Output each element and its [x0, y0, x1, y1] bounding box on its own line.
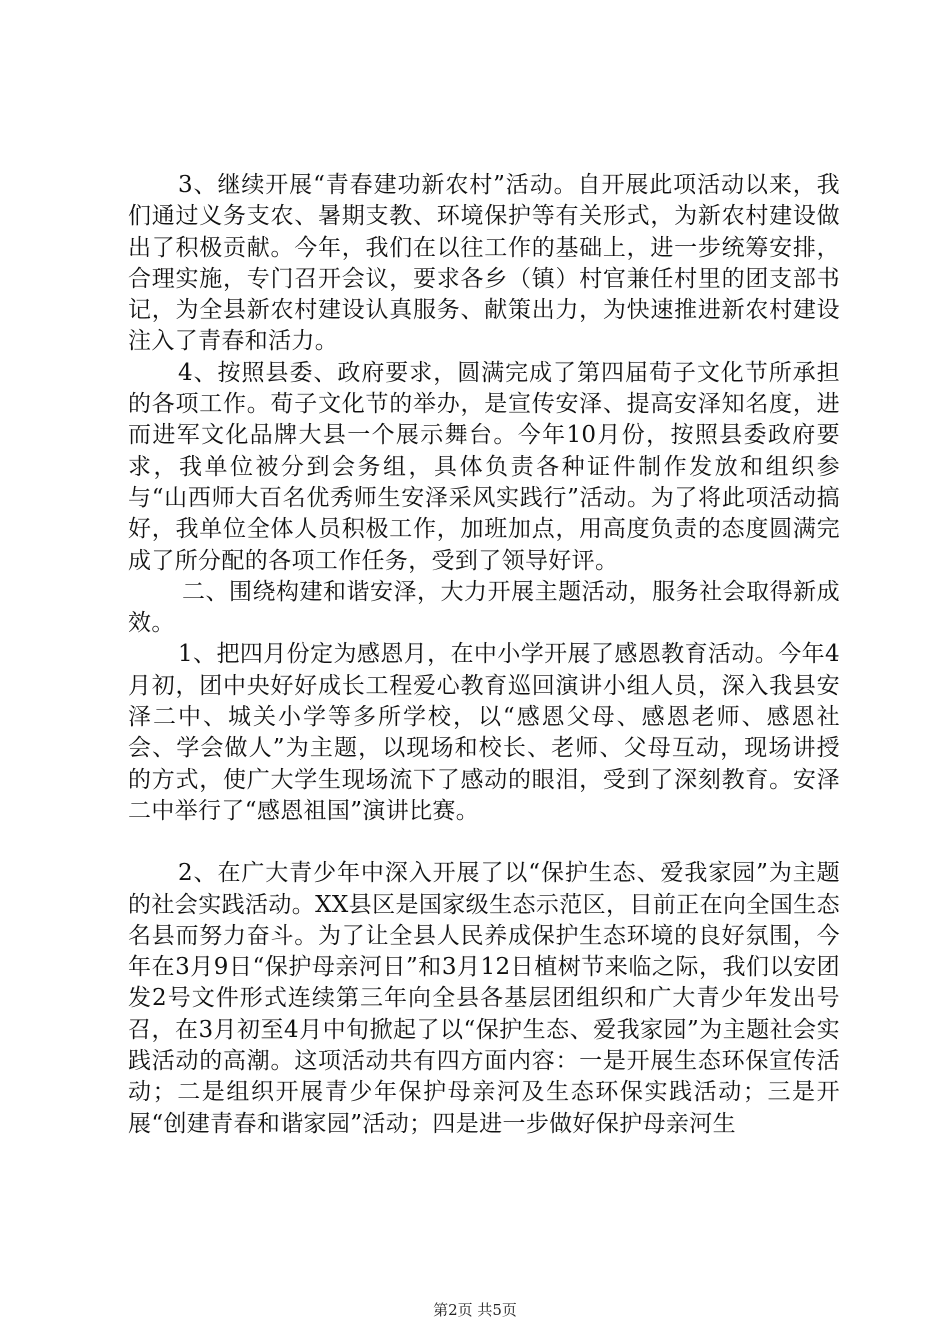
document-body [128, 170, 840, 1140]
paragraph-item-4: 4、按照县委、政府要求，圆满完成了第四届荀子文化节所承担的各项工作。荀子文化节的举办，是宣传安泽、提高安泽知名度，进而进军文化品牌大县一个展示舞台。今年10月份，按照县委政府要求，我单位被分到会务组，具体负责各种证件制作发放和组织参与“山西师大百名优秀师生安泽采风实践行”活动。为了将此项活动搞好，我单位全体人员积极工作，加班加点，用高度负责的态度圆满完成了所分配的各项工作任务，受到了领导好评。 [128, 359, 840, 574]
page-footer: 第2页 共5页 [433, 1301, 517, 1319]
section-heading-two: 二、围绕构建和谐安泽，大力开展主题活动，服务社会取得新成效。 [128, 578, 840, 637]
paragraph-item-2: 2、在广大青少年中深入开展了以“保护生态、爱我家园”为主题的社会实践活动。XX县区是国家级生态示范区，目前正在向全国生态名县而努力奋斗。为了让全县人民养成保护生态环境的良好氛围，今年在3月9日“保护母亲河日”和3月12日植树节来临之际，我们以安团发2号文件形式连续第三年向全县各基层团组织和广大青少年发出号召，在3月初至4月中旬掀起了以“保护生态、爱我家园”为主题社会实践活动的高潮。这项活动共有四方面内容：一是开展生态环保宣传活动；二是组织开展青少年保护母亲河及生态环保实践活动；三是开展“创建青春和谐家园”活动；四是进一步做好保护母亲河生 [128, 860, 840, 1137]
paragraph-item-3: 3、继续开展“青春建功新农村”活动。自开展此项活动以来，我们通过义务支农、暑期支教、环境保护等有关形式，为新农村建设做出了积极贡献。今年，我们在以往工作的基础上，进一步统筹安排，合理实施，专门召开会议，要求各乡（镇）村官兼任村里的团支部书记，为全县新农村建设认真服务、献策出力，为快速推进新农村建设注入了青春和活力。 [128, 172, 840, 355]
paragraph-item-1: 1、把四月份定为感恩月，在中小学开展了感恩教育活动。今年4月初，团中央好好成长工程爱心教育巡回演讲小组人员，深入我县安泽二中、城关小学等多所学校，以“感恩父母、感恩老师、感恩社会、学会做人”为主题，以现场和校长、老师、父母互动，现场讲授的方式，使广大学生现场流下了感动的眼泪，受到了深刻教育。安泽二中举行了“感恩祖国”演讲比赛。 [128, 641, 840, 824]
paragraph-spacer [128, 827, 840, 858]
